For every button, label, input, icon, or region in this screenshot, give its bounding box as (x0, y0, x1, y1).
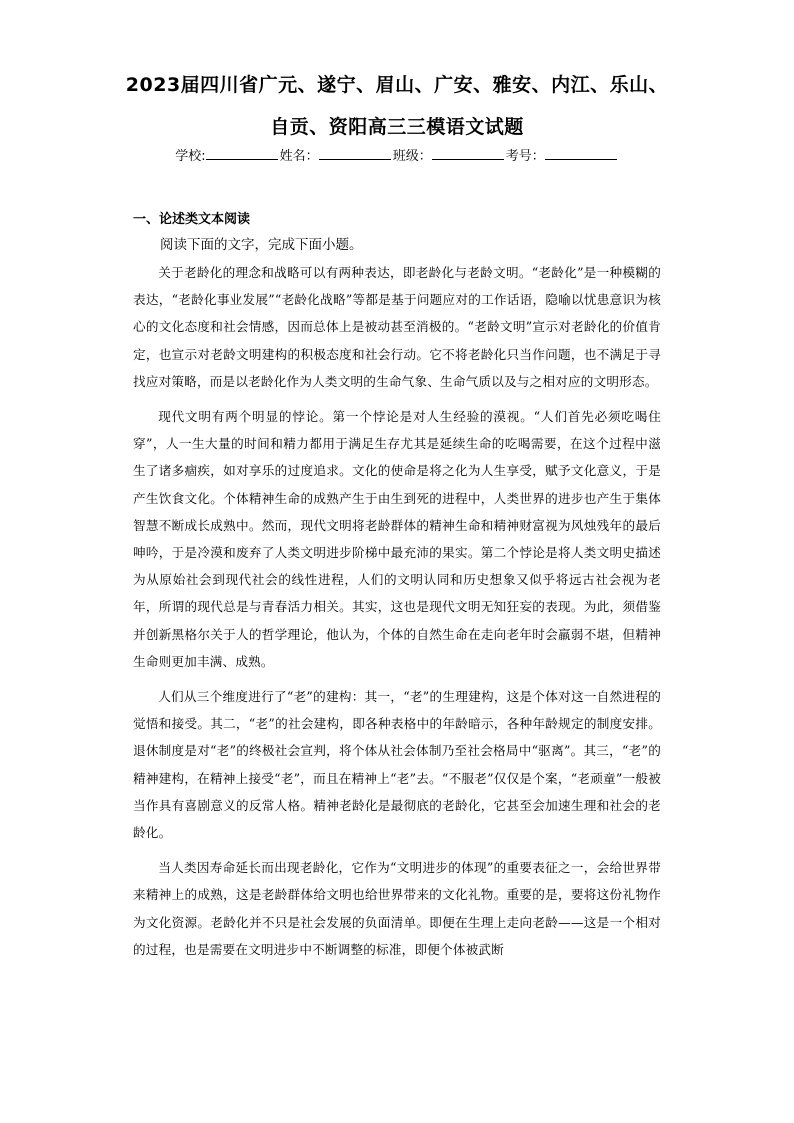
paragraph: 人们从三个维度进行了“老”的建构：其一，“老”的生理建构，这是个体对这一自然进程的觉悟和接受。其二，“老”的社会建构，即各种表格中的年龄暗示，各种年龄规定的制度安排。退休制度是对“老”的终极社会宣判，将个体从社会体制乃至社会格局中“驱离”。其三，“老”的精神建构，在精神上接受“老”，而且在精神上“老”去。“不服老”仅仅是个案，“老顽童”一般被当作具有喜剧意义的反常人格。精神老龄化是最彻底的老龄化，它甚至会加速生理和社会的老龄化。 (133, 689, 661, 841)
school-blank (206, 147, 278, 160)
exam-number-label: 考号： (505, 149, 545, 164)
article-body (133, 259, 661, 971)
paragraph: 关于老龄化的理念和战略可以有两种表达，即老龄化与老龄文明。“老龄化”是一种模糊的表达，“老龄化事业发展”“老龄化战略”等都是基于问题应对的工作话语，隐喻以忧患意识为核心的文化态度和社会情感，因而总体上是被动甚至消极的。“老龄文明”宣示对老龄化的价值肯定，也宣示对老龄文明建构的积极态度和社会行动。它不将老龄化只当作问题，也不满足于寻找应对策略，而是以老龄化作为人类文明的生命气象、生命气质以及与之相对应的文明形态。 (133, 265, 661, 389)
reading-instruction: 阅读下面的文字，完成下面小题。 (160, 237, 363, 253)
exam-number-blank (545, 147, 617, 160)
exam-title-line-1: 2023届四川省广元、遂宁、眉山、广安、雅安、内江、乐山、 (125, 74, 669, 96)
name-blank (319, 147, 391, 160)
name-label: 姓名： (279, 149, 319, 164)
paragraph: 当人类因寿命延长而出现老龄化，它作为“文明进步的体现”的重要表征之一，会给世界带来精神上的成熟，这是老龄群体给文明也给世界带来的文化礼物。重要的是，要将这份礼物作为文化资源。老龄化并不只是社会发展的负面清单。即便在生理上走向老龄——这是一个相对的过程，也是需要在文明进步中不断调整的标准，即便个体被武断 (133, 860, 661, 957)
school-label: 学校: (175, 149, 206, 164)
class-label: 班级： (392, 149, 432, 164)
exam-title-line-2: 自贡、资阳高三三模语文试题 (270, 116, 524, 138)
paragraph: 现代文明有两个明显的悖论。第一个悖论是对人生经验的漠视。“人们首先必须吃喝住穿”，人一生大量的时间和精力都用于满足生存尤其是延续生命的吃喝需要，在这个过程中滋生了诸多痼疾，如对享乐的过度追求。文化的使命是将之化为人生享受，赋予文化意义，于是产生饮食文化。个体精神生命的成熟产生于由生到死的进程中，人类世界的进步也产生于集体智慧不断成长成熟中。然而，现代文明将老龄群体的精神生命和精神财富视为风烛残年的最后呻吟，于是冷漠和废弃了人类文明进步阶梯中最充沛的果实。第二个悖论是将人类文明史描述为从原始社会到现代社会的线性进程，人们的文明认同和历史想象又似乎将远古社会视为老年，所谓的现代总是与青春活力相关。其实，这也是现代文明无知狂妄的表现。为此，须借鉴并创新黑格尔关于人的哲学理论，他认为，个体的自然生命在走向老年时会羸弱不堪，但精神生命则更加丰满、成熟。 (133, 409, 661, 669)
class-blank (432, 147, 504, 160)
section-heading: 一、论述类文本阅读 (133, 212, 251, 227)
student-info-row (0, 145, 794, 164)
